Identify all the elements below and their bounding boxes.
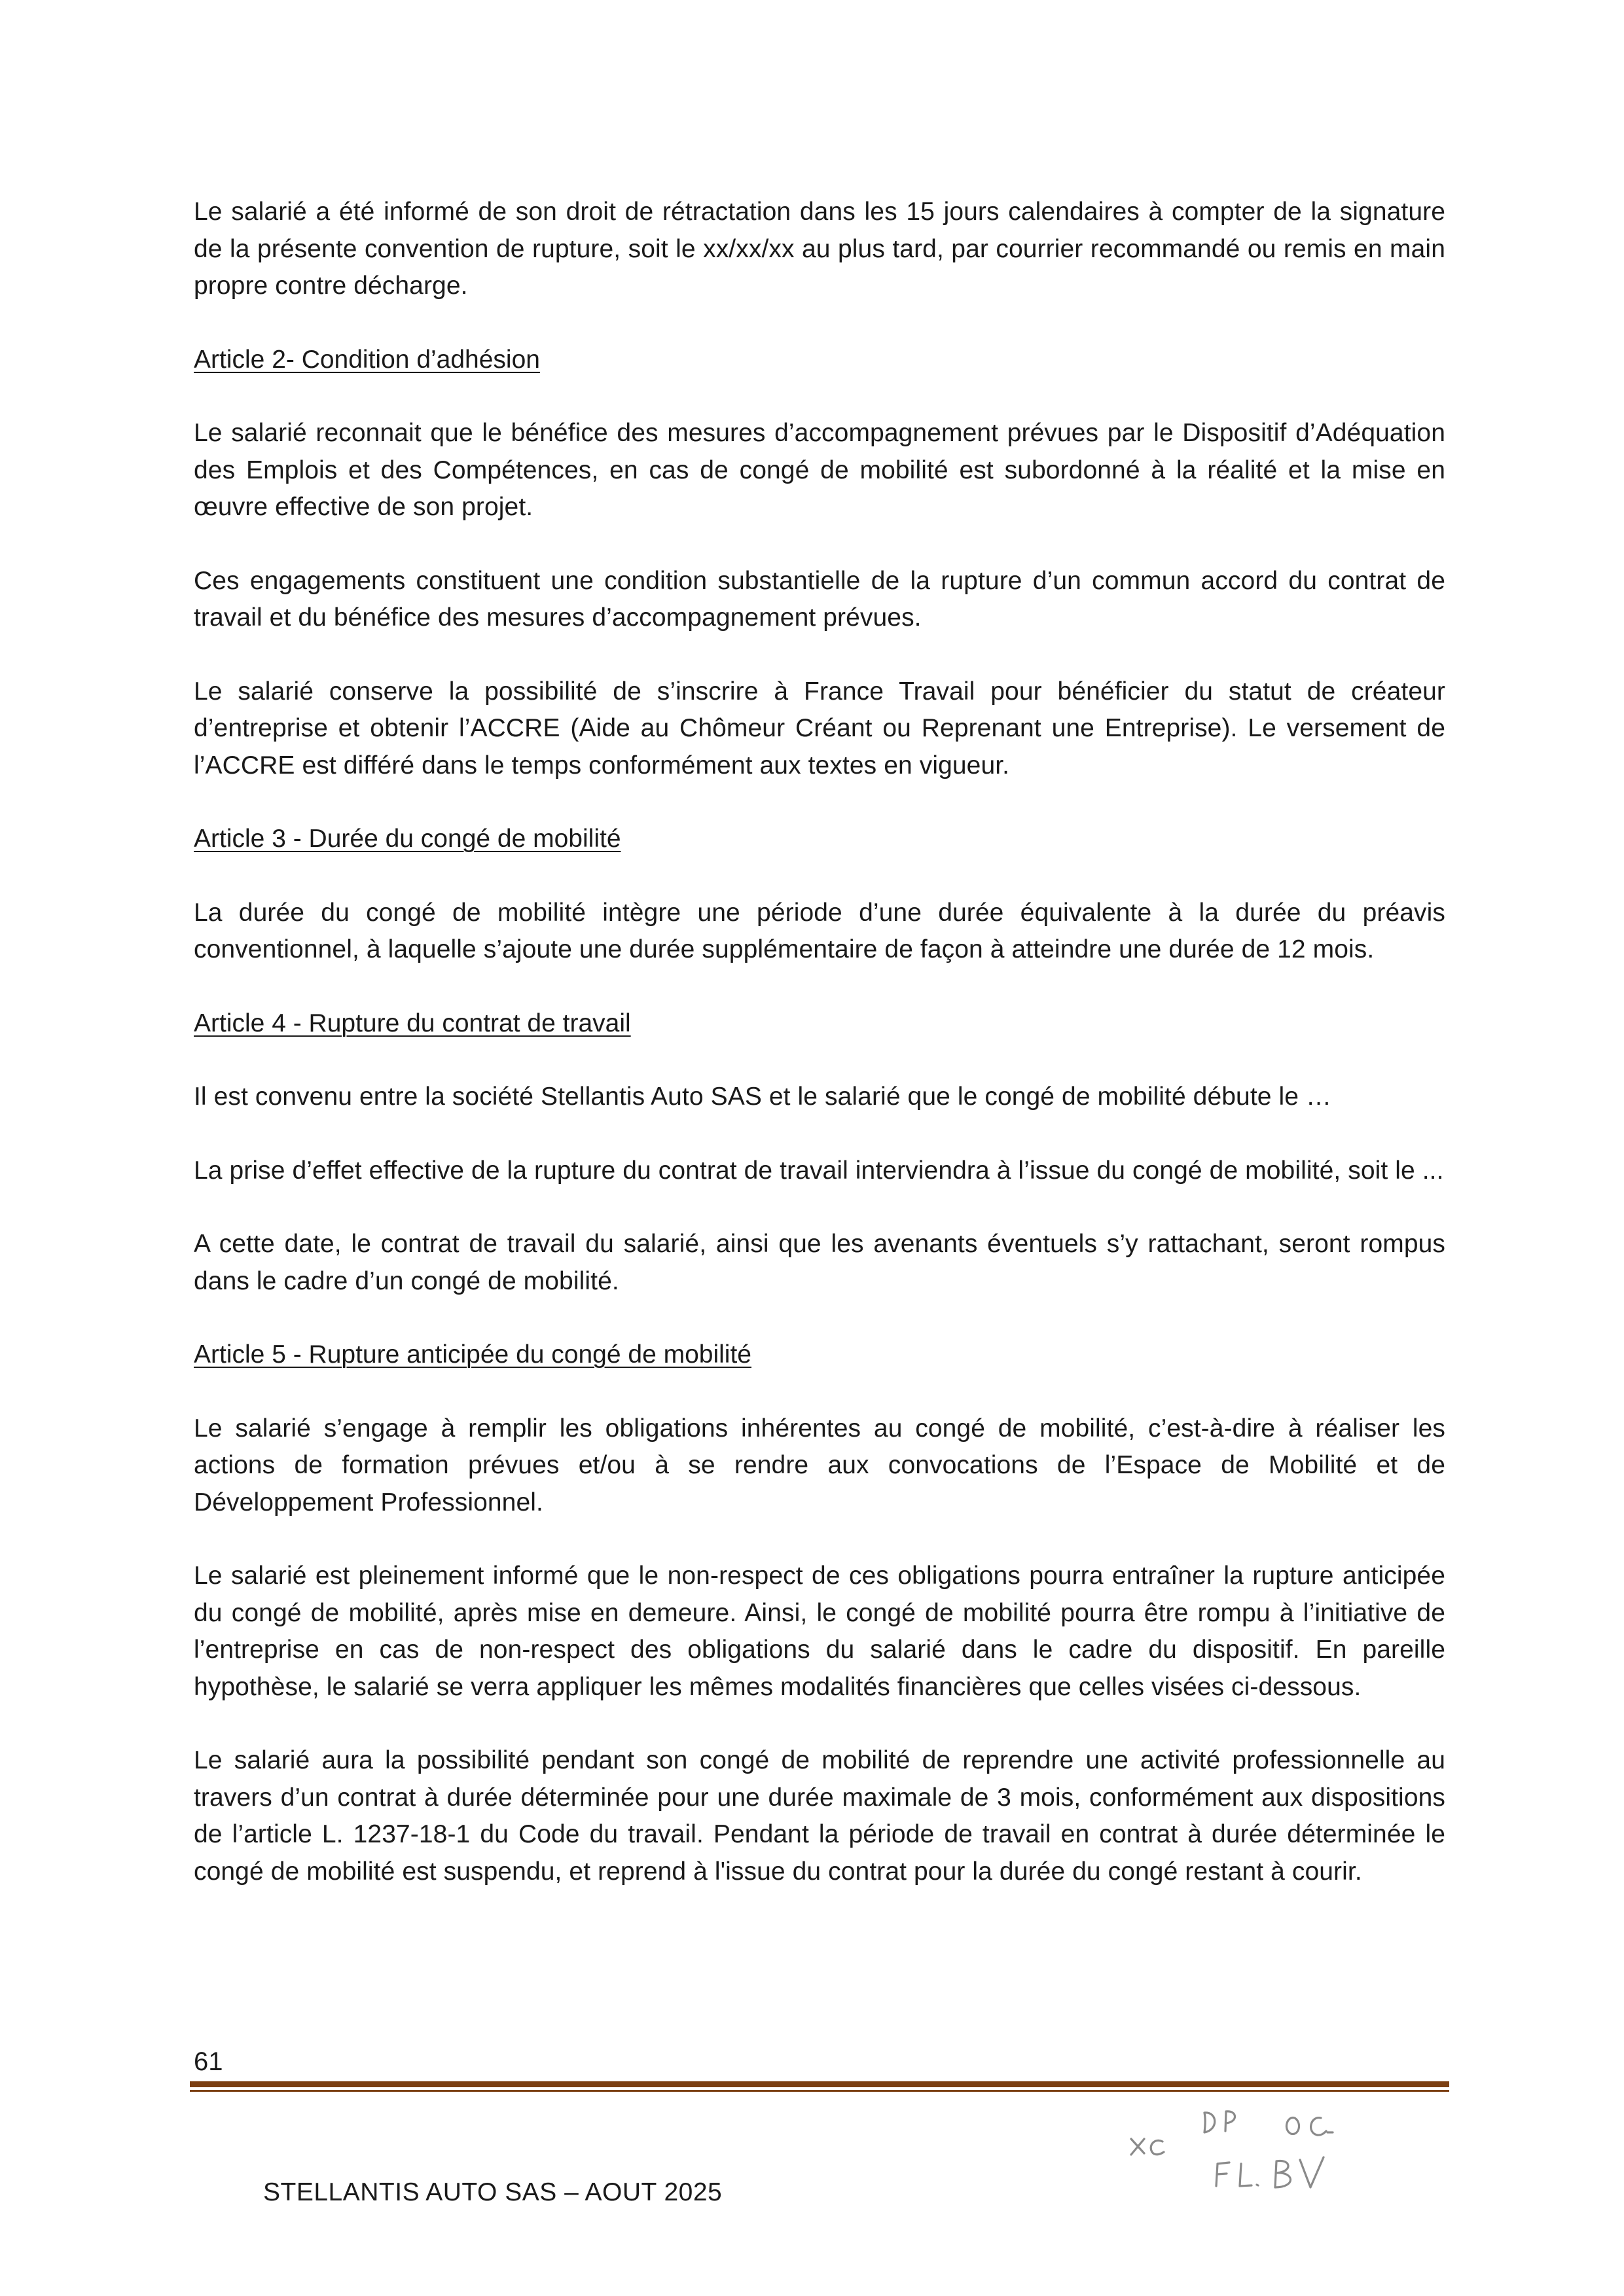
paragraph-prise-effet: La prise d’effet effective de la rupture du contrat de travail interviendra à l’issue du congé de mobilité, soit le ... bbox=[194, 1156, 1444, 1185]
footer-divider-thick bbox=[190, 2081, 1449, 2087]
paragraph-benefice-mesures: Le salarié reconnait que le bénéfice des mesures d’accompagnement prévues par le Dispositif d’Adéquation des Emplois et des Compétences, en cas de congé de mobilité est subordonné à la réalité et la mise en œuvre effective de son projet. bbox=[194, 419, 1445, 521]
footer-company-title: STELLANTIS AUTO SAS – AOUT 2025 bbox=[263, 2178, 723, 2206]
article-4-heading: Article 4 - Rupture du contrat de travail bbox=[194, 1009, 631, 1037]
footer-divider-thin bbox=[190, 2090, 1449, 2092]
paragraph-debut-conge: Il est convenu entre la société Stellantis Auto SAS et le salarié que le congé de mobilité débute le … bbox=[194, 1083, 1332, 1111]
article-5-heading: Article 5 - Rupture anticipée du congé de mobilité bbox=[194, 1340, 751, 1369]
paragraph-retractation: Le salarié a été informé de son droit de rétractation dans les 15 jours calendaires à compter de la signature de la présente convention de rupture, soit le xx/xx/xx au plus tard, par courrier recommandé ou remis en main propre contre décharge. bbox=[194, 198, 1445, 300]
paragraph-accre: Le salarié conserve la possibilité de s’inscrire à France Travail pour bénéficier du statut de créateur d’entreprise et obtenir l’ACCRE (Aide au Chômeur Créant ou Reprenant une Entreprise). Le versement de l’ACCRE est différé dans le temps conformément aux textes en vigueur. bbox=[194, 677, 1445, 780]
article-3-heading: Article 3 - Durée du congé de mobilité bbox=[194, 825, 621, 853]
article-2-heading: Article 2- Condition d’adhésion bbox=[194, 345, 540, 374]
paragraph-obligations: Le salarié s’engage à remplir les obligations inhérentes au congé de mobilité, c’est-à-dire à réaliser les actions de formation prévues et/ou à se rendre aux convocations de l’Espace de Mobilité et de Développement Professionnel. bbox=[194, 1414, 1445, 1516]
handwritten-initials bbox=[1119, 2101, 1394, 2193]
paragraph-non-respect: Le salarié est pleinement informé que le non-respect de ces obligations pourra entraîner la rupture anticipée du congé de mobilité, après mise en demeure. Ainsi, le congé de mobilité pourra être rompu à l’initiative de l’entreprise en cas de non-respect des obligations du salarié dans le cadre du dispositif. En pareille hypothèse, le salarié se verra appliquer les mêmes modalités financières que celles visées ci-dessous. bbox=[194, 1562, 1445, 1701]
paragraph-engagements: Ces engagements constituent une condition substantielle de la rupture d’un commun accord du contrat de travail et du bénéfice des mesures d’accompagnement prévues. bbox=[194, 566, 1445, 632]
paragraph-cette-date: A cette date, le contrat de travail du salarié, ainsi que les avenants éventuels s’y rattachant, seront rompus dans le cadre d’un congé de mobilité. bbox=[194, 1230, 1445, 1295]
paragraph-duree-conge: La durée du congé de mobilité intègre une période d’une durée équivalente à la durée du préavis conventionnel, à laquelle s’ajoute une durée supplémentaire de façon à atteindre une durée de 12 mois. bbox=[194, 898, 1445, 963]
paragraph-activite-cdd: Le salarié aura la possibilité pendant son congé de mobilité de reprendre une activité professionnelle au travers d’un contrat à durée déterminée pour une durée maximale de 3 mois, conformément aux dispositions de l’article L. 1237-18-1 du Code du travail. Pendant la période de travail en contrat à durée déterminée le congé de mobilité est suspendu, et reprend à l'issue du contrat pour la durée du congé restant à courir. bbox=[194, 1746, 1445, 1886]
document-body bbox=[194, 194, 1445, 1927]
page-number: 61 bbox=[194, 2047, 223, 2076]
footer-divider bbox=[190, 2081, 1449, 2092]
